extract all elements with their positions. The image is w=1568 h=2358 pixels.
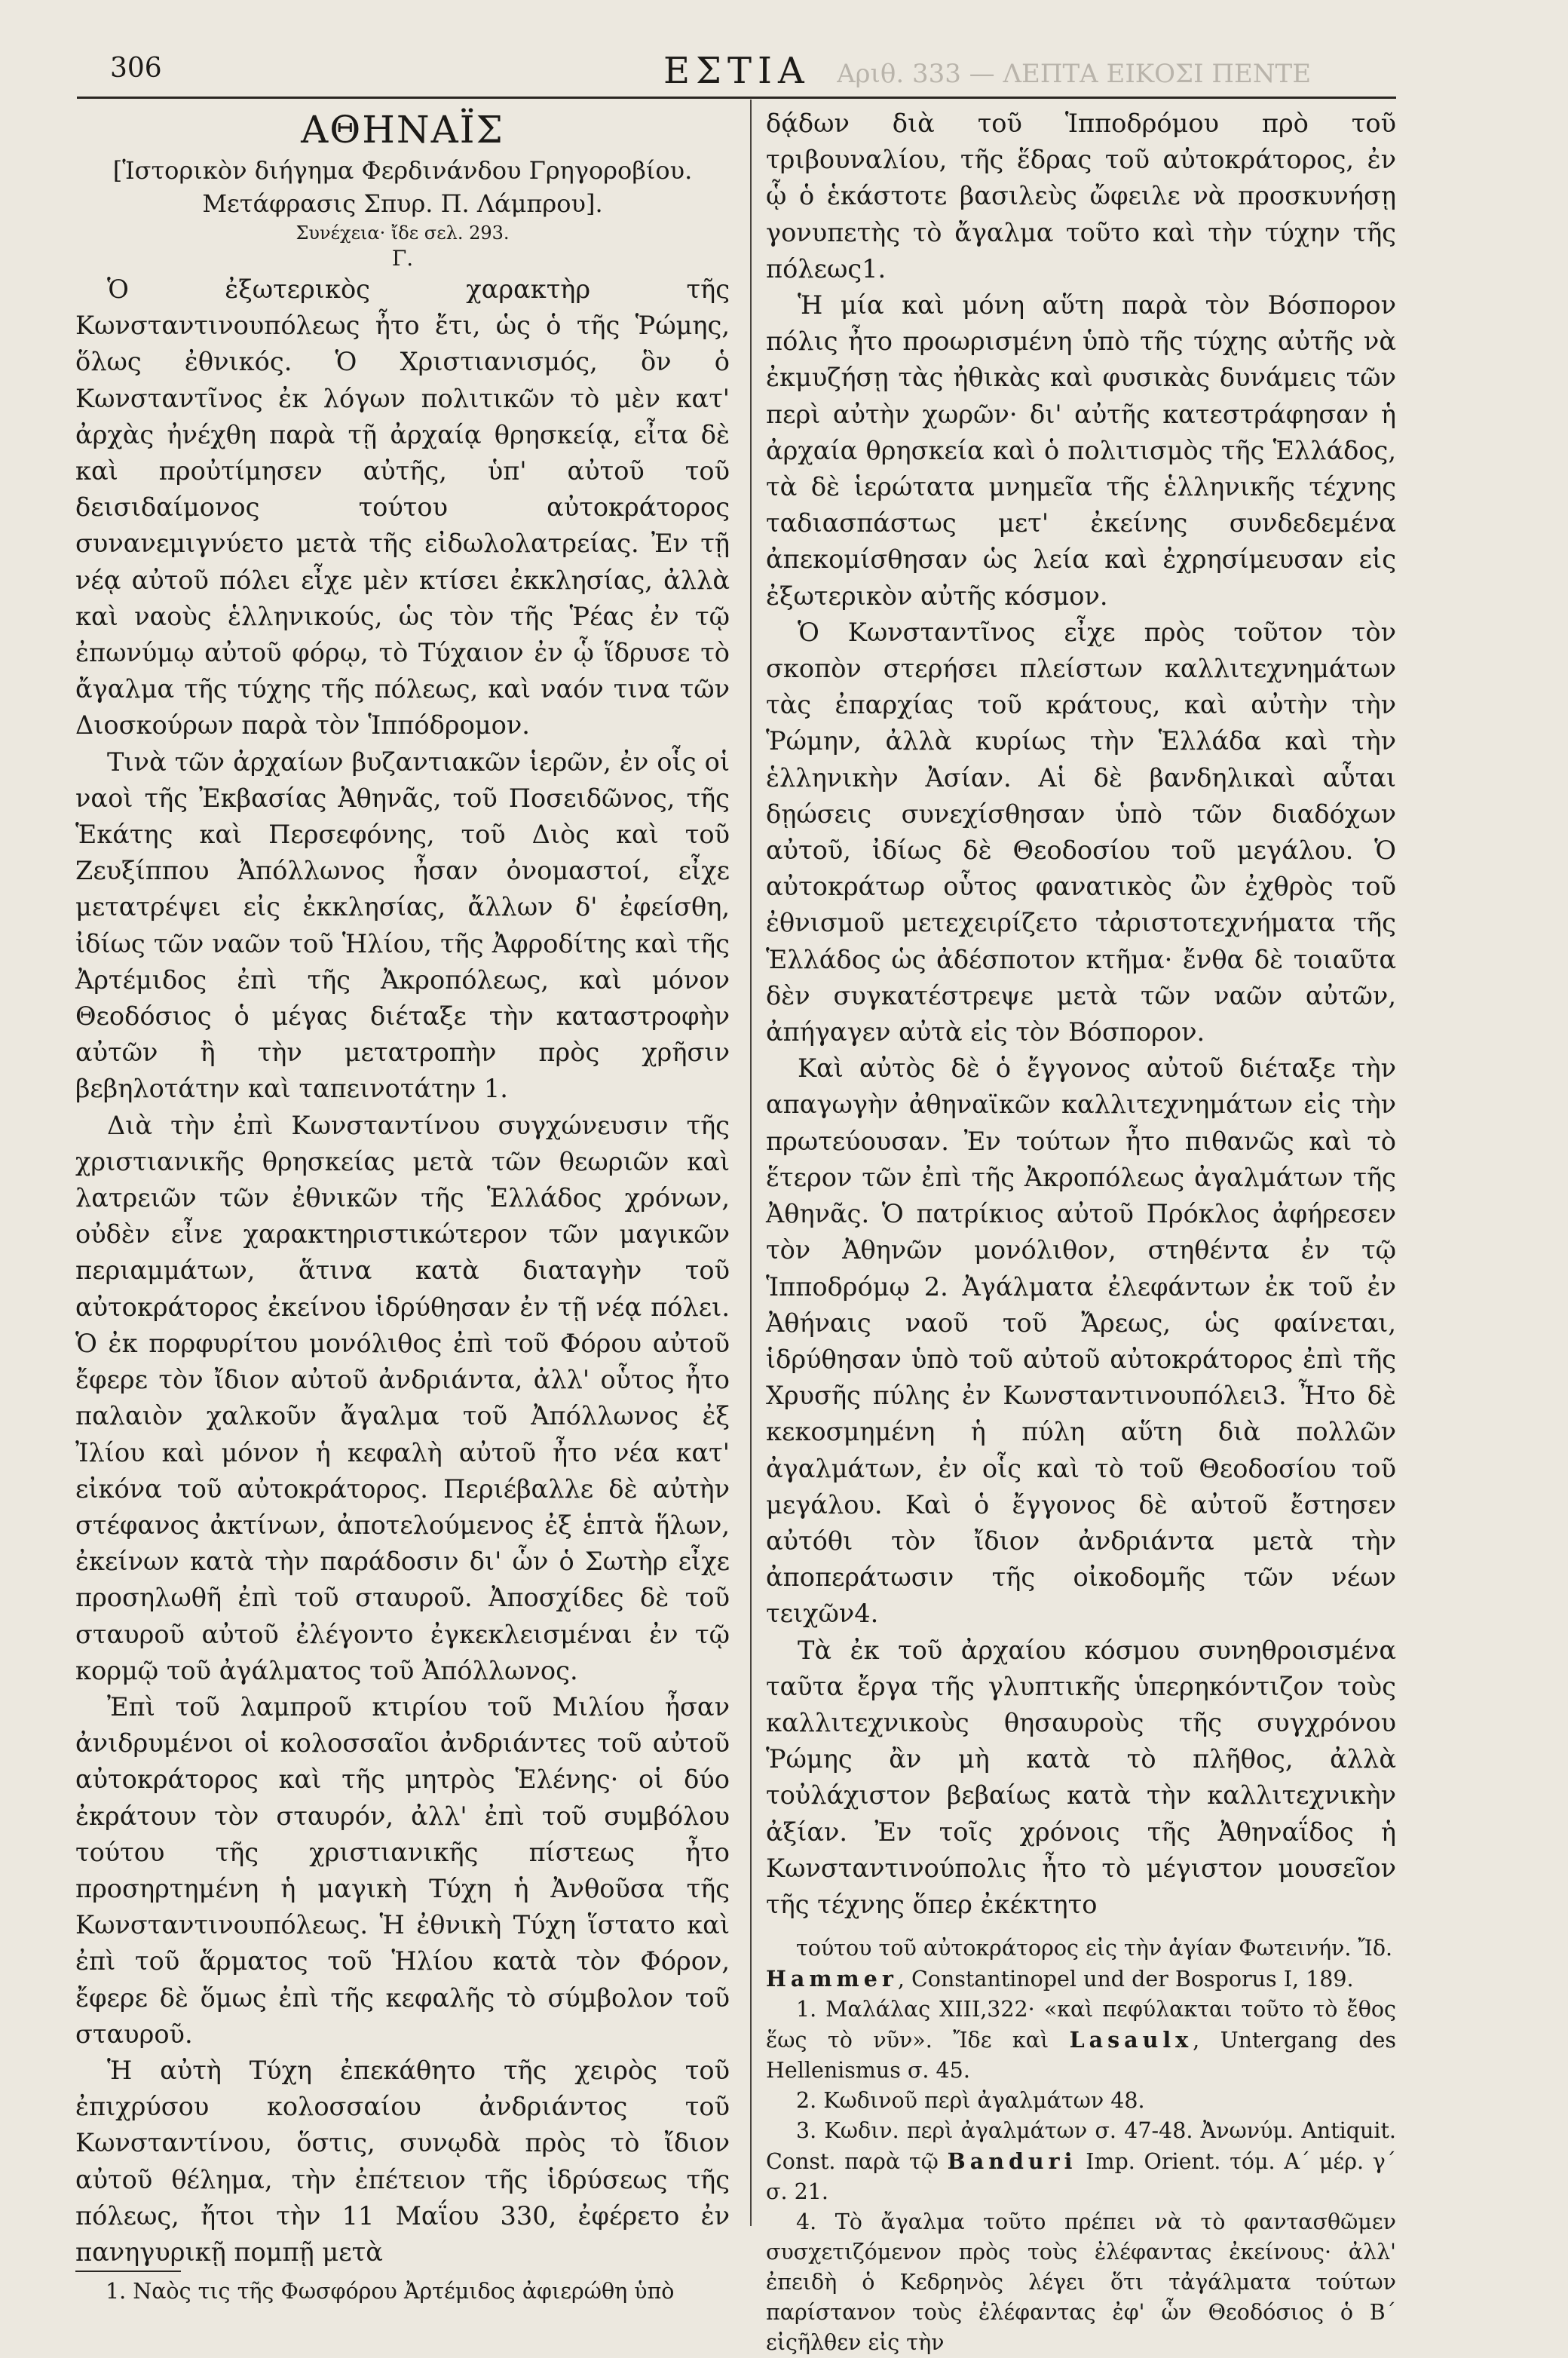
footnote: 4. Τὸ ἄγαλμα τοῦτο πρέπει νὰ τὸ φαντασθῶμεν συσχετιζόμενον πρὸς τοὺς ἐλέφαντας ἐκείνους· ἀλλ' ἐπειδὴ ὁ Κεδρηνὸς λέγει ὅτι τἀγάλματα τούτων παρίστανον τοὺς ἐλέφαντας ἐφ' ὧν Θεοδόσιος ὁ Β΄ εἰςῆλθεν εἰς τὴν <box>766 2209 1396 2356</box>
paragraph: Ἡ μία καὶ μόνη αὕτη παρὰ τὸν Βόσπορον πόλις ἦτο προωρισμένη ὑπὸ τῆς τύχης αὐτῆς νὰ ἐκμυζήσῃ τὰς ἠθικὰς καὶ φυσικὰς δυνάμεις τῶν περὶ αὐτὴν χωρῶν· δι' αὐτῆς κατεστράφησαν ἡ ἀρχαία θρησκεία καὶ ὁ πολιτισμὸς τῆς Ἑλλάδος, τὰ δὲ ἱερώτατα μνημεῖα τῆς ἑλληνικῆς τέχνης ταδιασπάστως μετ' ἐκείνης συνδεδεμένα ἀπεκομίσθησαν ὡς λεία καὶ ἐχρησίμευσαν εἰς ἐξωτερικὸν αὐτῆς κόσμον. <box>766 290 1396 611</box>
left-column <box>75 106 730 2307</box>
header-rule <box>77 97 1396 99</box>
paragraph: Τινὰ τῶν ἀρχαίων βυζαντιακῶν ἱερῶν, ἐν οἷς οἱ ναοὶ τῆς Ἐκβασίας Ἀθηνᾶς, τοῦ Ποσειδῶνος, τῆς Ἑκάτης καὶ Περσεφόνης, τοῦ Διὸς καὶ τοῦ Ζευξίππου Ἀπόλλωνος ἦσαν ὀνομαστοί, εἶχε μετατρέψει εἰς ἐκκλησίας, ἄλλων δ' ἐφείσθη, ἰδίως τῶν ναῶν τοῦ Ἡλίου, τῆς Ἀφροδίτης καὶ τῆς Ἀρτέμιδος ἐπὶ τῆς Ἀκροπόλεως, καὶ μόνον Θεοδόσιος ὁ μέγας διέταξε τὴν καταστροφὴν αὐτῶν ἢ τὴν μετατροπὴν πρὸς χρῆσιν βεβηλοτάτην καὶ ταπεινοτάτην 1. <box>75 747 730 1104</box>
paragraph: Τὰ ἐκ τοῦ ἀρχαίου κόσμου συνηθροισμένα ταῦτα ἔργα τῆς γλυπτικῆς ὑπερηκόντιζον τοὺς καλλιτεχνικοὺς θησαυροὺς τῆς συγχρόνου Ῥώμης ἂν μὴ κατὰ τὸ πλῆθος, ἀλλὰ τοὐλάχιστον βεβαίως κατὰ τὴν καλλιτεχνικὴν ἀξίαν. Ἐν τοῖς χρόνοις τῆς Ἀθηναΐδος ἡ Κωνσταντινούπολις ἦτο τὸ μέγιστον μουσεῖον τῆς τέχνης ὅπερ ἐκέκτητο <box>766 1635 1396 1919</box>
paragraph: Ὁ Κωνσταντῖνος εἶχε πρὸς τοῦτον τὸν σκοπὸν στερήσει πλείστων καλλιτεχνημάτων τὰς ἐπαρχίας τοῦ κράτους, καὶ αὐτὴν τὴν Ῥώμην, ἀλλὰ κυρίως τὴν Ἑλλάδα καὶ τὴν ἑλληνικὴν Ἀσίαν. Αἱ δὲ βανδηλικαὶ αὗται δῃώσεις συνεχίσθησαν ὑπὸ τῶν διαδόχων αὐτοῦ, ἰδίως δὲ Θεοδοσίου τοῦ μεγάλου. Ὁ αὐτοκράτωρ οὗτος φανατικὸς ὢν ἐχθρὸς τοῦ ἐθνισμοῦ μετεχειρίζετο τἀριστοτεχνήματα τῆς Ἑλλάδος ὡς ἀδέσποτον κτῆμα· ἔνθα δὲ τοιαῦτα δὲν συγκατέστρεψε μετὰ τῶν ναῶν αὐτῶν, ἀπήγαγεν αὐτὰ εἰς τὸν Βόσπορον. <box>766 617 1396 1047</box>
chapter-number: Γ. <box>391 246 414 271</box>
continuation-note: Συνέχεια· ἴδε σελ. 293. <box>296 222 510 244</box>
paragraph: Ἡ αὐτὴ Τύχη ἐπεκάθητο τῆς χειρὸς τοῦ ἐπιχρύσου κολοσσαίου ἀνδριάντος τοῦ Κωνσταντίνου, ὅστις, συνῳδὰ πρὸς τὸ ἴδιον αὐτοῦ θέλημα, τὴν ἐπέτειον τῆς ἱδρύσεως τῆς πόλεως, ἤτοι τὴν 11 Μαΐου 330, ἐφέρετο ἐν πανηγυρικῇ πομπῇ μετὰ <box>75 2055 730 2267</box>
right-column <box>766 106 1396 2358</box>
footnote: 3. Κωδιν. περὶ ἀγαλμάτων σ. 47-48. Ἀνωνύμ. Antiquit. Const. παρὰ τῷ Banduri Imp. Orient. τόμ. Α΄ μέρ. γ΄ σ. 21. <box>766 2118 1397 2205</box>
page-number: 306 <box>110 53 162 84</box>
paragraph: Ἐπὶ τοῦ λαμπροῦ κτιρίου τοῦ Μιλίου ἦσαν ἀνιδρυμένοι οἱ κολοσσαῖοι ἀνδριάντες τοῦ αὐτοῦ αὐτοκράτορος καὶ τῆς μητρὸς Ἑλένης· οἱ δύο ἐκράτουν τὸν σταυρόν, ἀλλ' ἐπὶ τοῦ συμβόλου τούτου τῆς χριστιανικῆς πίστεως ἦτο προσηρτημένη ἡ μαγικὴ Τύχη ἡ Ἀνθοῦσα τῆς Κωνσταντινουπόλεως. Ἡ ἐθνικὴ Τύχη ἵστατο καὶ ἐπὶ τοῦ ἅρματος τοῦ Ἡλίου κατὰ τὸν Φόρον, ἔφερε δὲ ὅμως ἐπὶ τῆς κεφαλῆς τὸ σύμβολον τοῦ σταυροῦ. <box>75 1691 730 2049</box>
footnote: τούτου τοῦ αὐτοκράτορος εἰς τὴν ἁγίαν Φωτεινήν. Ἴδ. Hammer, Constantinopel und der Bosporus I, 189. <box>766 1936 1393 1992</box>
footnote-rule <box>75 2271 181 2272</box>
article-subtitle-1: [Ἱστορικὸν διήγημα Φερδινάνδου Γρηγοροβίου. <box>112 156 693 185</box>
paragraph: Καὶ αὐτὸς δὲ ὁ ἔγγονος αὐτοῦ διέταξε τὴν απαγωγὴν ἀθηναϊκῶν καλλιτεχνημάτων εἰς τὴν πρωτεύουσαν. Ἐν τούτων ἦτο πιθανῶς καὶ τὸ ἕτερον τῶν ἐπὶ τῆς Ἀκροπόλεως ἀγαλμάτων τῆς Ἀθηνᾶς. Ὁ πατρίκιος αὐτοῦ Πρόκλος ἀφήρεσεν τὸν Ἀθηνῶν μονόλιθον, στηθέντα ἐν τῷ Ἱπποδρόμῳ 2. Ἀγάλματα ἐλεφάντων ἐκ τοῦ ἐν Ἀθήναις ναοῦ τοῦ Ἄρεως, ὡς φαίνεται, ἱδρύθησαν ὑπὸ τοῦ αὐτοῦ αὐτοκράτορος ἐπὶ τῆς Χρυσῆς πύλης ἐν Κωνσταντινουπόλει3. Ἦτο δὲ κεκοσμημένη ἡ πύλη αὕτη διὰ πολλῶν ἀγαλμάτων, ἐν οἷς καὶ τὸ τοῦ Θεοδοσίου τοῦ μεγάλου. Καὶ ὁ ἔγγονος δὲ αὐτοῦ ἔστησεν αὐτόθι τὸν ἴδιον ἀνδριάντα μετὰ τὴν ἀποπεράτωσιν τῆς οἰκοδομῆς τῶν νέων τειχῶν4. <box>766 1053 1396 1629</box>
article-title: ΑΘΗΝΑΪΣ <box>301 108 504 152</box>
bleed-through-text: Αριθ. 333 — ΛΕΠΤΑ ΕΙΚΟΣΙ ΠΕΝΤΕ <box>837 59 1312 89</box>
footnotes-left <box>75 2277 730 2307</box>
paragraph: Διὰ τὴν ἐπὶ Κωνσταντίνου συγχώνευσιν τῆς χριστιανικῆς θρησκείας μετὰ τῶν θεωριῶν καὶ λατρειῶν τῶν ἐθνικῶν τῆς Ἑλλάδος χρόνων, οὐδὲν εἶνε χαρακτηριστικώτερον τῶν μαγικῶν περιαμμάτων, ἅτινα κατὰ διαταγὴν τοῦ αὐτοκράτορος ἐκείνου ἱδρύθησαν ἐν τῇ νέᾳ πόλει. Ὁ ἐκ πορφυρίτου μονόλιθος ἐπὶ τοῦ Φόρου αὐτοῦ ἔφερε τὸν ἴδιον αὐτοῦ ἀνδριάντα, ἀλλ' οὗτος ἦτο παλαιὸν χαλκοῦν ἄγαλμα τοῦ Ἀπόλλωνος ἐξ Ἰλίου καὶ μόνον ἡ κεφαλὴ αὐτοῦ ἦτο νέα κατ' εἰκόνα τοῦ αὐτοκράτορος. Περιέβαλλε δὲ αὐτὴν στέφανος ἀκτίνων, ἀποτελούμενος ἐξ ἑπτὰ ἥλων, ἐκείνων κατὰ τὴν παράδοσιν δι' ὧν ὁ Σωτὴρ εἶχε προσηλωθῆ ἐπὶ τοῦ σταυροῦ. Ἀποσχίδες δὲ τοῦ σταυροῦ αὐτοῦ ἐλέγοντο ἐγκεκλεισμέναι ἐν τῷ κορμῷ τοῦ ἀγάλματος τοῦ Ἀπόλλωνος. <box>75 1110 730 1685</box>
article-subtitle-2: Μετάφρασις Σπυρ. Π. Λάμπρου]. <box>202 189 603 218</box>
column-rule <box>750 100 752 2226</box>
footnote: 2. Κωδινοῦ περὶ ἀγαλμάτων 48. <box>796 2088 1145 2114</box>
paragraph: Ὁ ἐξωτερικὸς χαρακτὴρ τῆς Κωνσταντινουπόλεως ἦτο ἔτι, ὡς ὁ τῆς Ῥώμης, ὅλως ἐθνικός. Ὁ Χριστιανισμός, ὃν ὁ Κωνσταντῖνος ἐκ λόγων πολιτικῶν τὸ μὲν κατ' ἀρχὰς ἠνέχθη παρὰ τῇ ἀρχαίᾳ θρησκείᾳ, εἶτα δὲ καὶ προὐτίμησεν αὐτῆς, ὑπ' αὐτοῦ τοῦ δεισιδαίμονος τούτου αὐτοκράτορος συνανεμιγνύετο μετὰ τῆς εἰδωλολατρείας. Ἐν τῇ νέᾳ αὐτοῦ πόλει εἶχε μὲν κτίσει ἐκκλησίας, ἀλλὰ καὶ ναοὺς ἑλληνικούς, ὡς τὸν τῆς Ῥέας ἐν τῷ ἐπωνύμῳ αὐτοῦ φόρῳ, τὸ Τύχαιον ἐν ᾧ ἵδρυσε τὸ ἄγαλμα τῆς τύχης τῆς πόλεως, καὶ ναόν τινα τῶν Διοσκούρων παρὰ τὸν Ἱππόδρομον. <box>75 274 730 741</box>
footnotes-right <box>766 1933 1396 2358</box>
paragraph: δᾴδων διὰ τοῦ Ἱπποδρόμου πρὸ τοῦ τριβουναλίου, τῆς ἕδρας τοῦ αὐτοκράτορος, ἐν ᾧ ὁ ἑκάστοτε βασιλεὺς ὤφειλε νὰ προσκυνήσῃ γονυπετὴς τὸ ἄγαλμα τοῦτο καὶ τὴν τύχην τῆς πόλεως1. <box>766 109 1396 284</box>
running-title: ΕΣΤΙΑ <box>663 50 810 92</box>
footnote: 1. Ναὸς τις τῆς Φωσφόρου Ἀρτέμιδος ἀφιερώθη ὑπὸ <box>106 2279 675 2304</box>
footnote: 1. Μαλάλας XIII,322· «καὶ πεφύλακται τοῦτο τὸ ἔθος ἕως τὸ νῦν». Ἴδε καὶ Lasaulx, Untergang des Hellenismus σ. 45. <box>766 1997 1396 2084</box>
